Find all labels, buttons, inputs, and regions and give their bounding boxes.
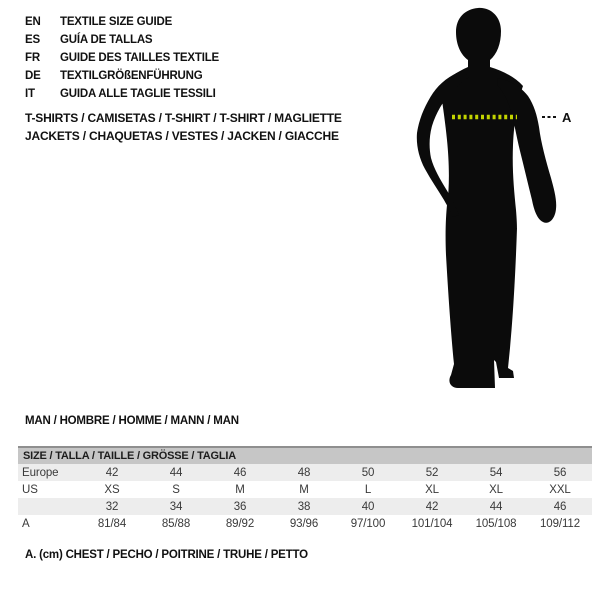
language-row (25, 85, 219, 103)
size-cell: 54 (489, 466, 503, 479)
row-label: US (22, 483, 38, 496)
measurement-label: A (562, 110, 572, 125)
size-table (18, 446, 592, 532)
size-table-body (18, 464, 592, 532)
size-cell: 42 (425, 500, 439, 513)
size-cell: 32 (105, 500, 119, 513)
language-title: TEXTILGRÖßENFÜHRUNG (60, 70, 203, 82)
language-title: GUÍA DE TALLAS (60, 34, 153, 46)
size-cell: 40 (361, 500, 375, 513)
language-code: FR (25, 52, 40, 64)
size-cell: 46 (233, 466, 247, 479)
size-table-header: SIZE / TALLA / TAILLE / GRÖSSE / TAGLIA (18, 447, 592, 464)
language-list (25, 13, 219, 103)
row-label: Europe (22, 466, 59, 479)
language-row (25, 49, 219, 67)
size-table-header-row (18, 447, 592, 464)
size-cell: 38 (297, 500, 311, 513)
size-cell: M (235, 483, 245, 496)
size-cell: M (299, 483, 309, 496)
language-code: IT (25, 88, 35, 100)
language-title: TEXTILE SIZE GUIDE (60, 16, 173, 28)
man-silhouette (400, 0, 575, 392)
size-cell: XL (489, 483, 503, 496)
language-row (25, 31, 219, 49)
size-cell: XL (425, 483, 439, 496)
size-cell: 101/104 (411, 517, 453, 530)
size-cell: 56 (553, 466, 567, 479)
row-label (18, 498, 80, 515)
size-cell: 46 (553, 500, 567, 513)
category-list (25, 109, 342, 145)
table-row (18, 464, 592, 481)
size-cell: 81/84 (97, 517, 127, 530)
size-cell: 44 (169, 466, 183, 479)
size-cell: 34 (169, 500, 183, 513)
size-cell: 89/92 (225, 517, 255, 530)
size-cell: 85/88 (161, 517, 191, 530)
table-row (18, 498, 592, 515)
size-cell: 44 (489, 500, 503, 513)
language-code: EN (25, 16, 41, 28)
row-label: A (22, 517, 30, 530)
category-line: T-SHIRTS / CAMISETAS / T-SHIRT / T-SHIRT / MAGLIETTE (25, 111, 342, 125)
size-cell: 36 (233, 500, 247, 513)
man-figure-icon (400, 0, 575, 392)
size-cell: L (364, 483, 372, 496)
language-code: DE (25, 70, 41, 82)
gender-heading: MAN / HOMBRE / HOMME / MANN / MAN (25, 415, 239, 427)
size-cell: 97/100 (350, 517, 386, 530)
size-cell: 50 (361, 466, 375, 479)
language-code: ES (25, 34, 40, 46)
silhouette-body (440, 8, 523, 388)
table-row (18, 481, 592, 498)
size-cell: 48 (297, 466, 311, 479)
size-cell: 109/112 (539, 517, 581, 530)
measurement-note: A. (cm) CHEST / PECHO / POITRINE / TRUHE / PETTO (25, 549, 308, 561)
size-cell: 105/108 (475, 517, 517, 530)
language-title: GUIDE DES TAILLES TEXTILE (60, 52, 219, 64)
size-cell: 52 (425, 466, 439, 479)
size-cell: XS (104, 483, 120, 496)
size-cell: S (172, 483, 180, 496)
category-line: JACKETS / CHAQUETAS / VESTES / JACKEN / GIACCHE (25, 129, 339, 143)
size-cell: 42 (105, 466, 119, 479)
size-cell: 93/96 (289, 517, 319, 530)
table-row (18, 515, 592, 532)
language-title: GUIDA ALLE TAGLIE TESSILI (60, 88, 216, 100)
language-row (25, 67, 219, 85)
language-row (25, 13, 219, 31)
size-cell: XXL (549, 483, 571, 496)
